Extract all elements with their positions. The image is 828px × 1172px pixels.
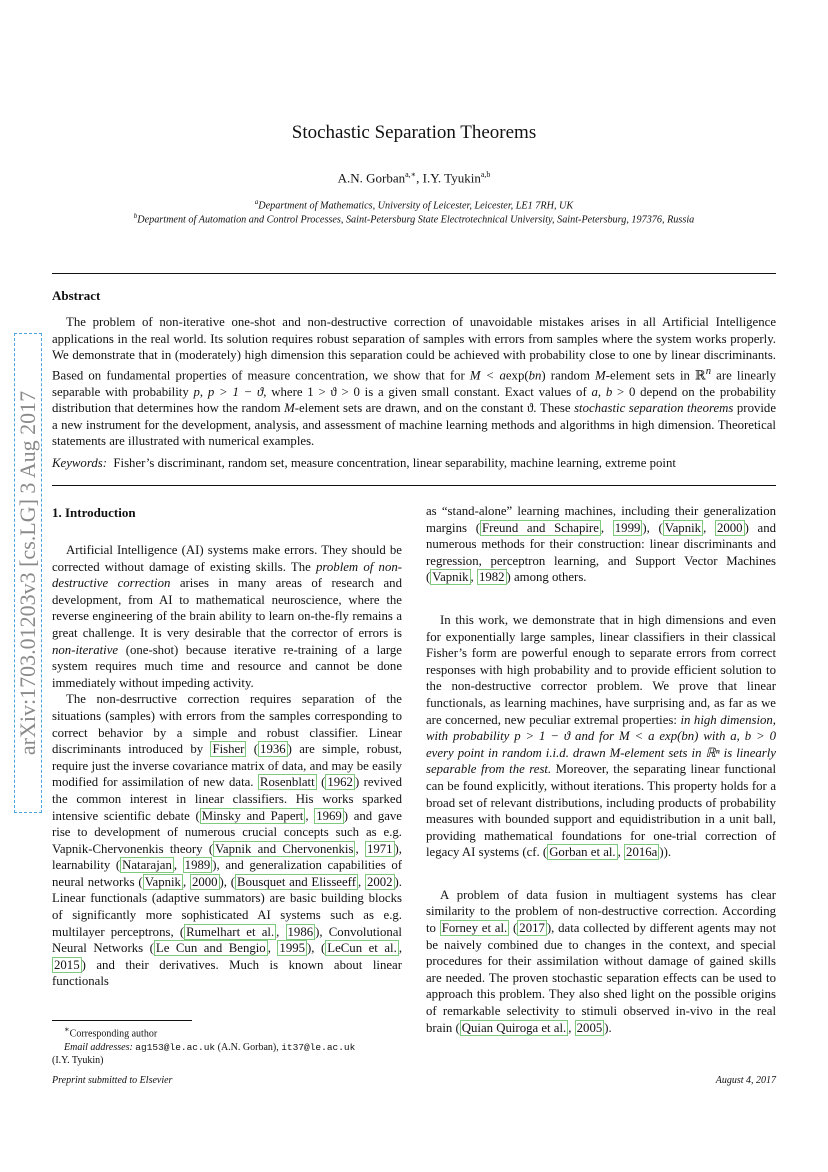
abstract-body [52,314,776,450]
text-run: -element sets in ℝ [605,368,706,383]
email-owner: (A.N. Gorban), [215,1041,282,1053]
right-column [426,503,776,1036]
section-heading: 1. Introduction [52,505,136,520]
math: n [705,365,712,377]
citation-link[interactable]: 2016a [626,845,658,860]
math: p > 1 − ϑ [207,384,264,399]
citation-link[interactable]: Vapnik [432,570,469,585]
citation-link[interactable]: 2015 [54,957,80,972]
text-run: , [199,384,208,399]
author-affiliation-mark: a,∗ [405,170,417,179]
emphasis: non-iterative [52,642,119,657]
citation-link[interactable]: Forney et al. [441,921,508,936]
citation-link[interactable]: 1999 [614,520,641,535]
paper-title: Stochastic Separation Theorems [291,122,537,143]
text-run: In this work, we demonstrate that in high dimensions and even for exponentially large samples, linear classifiers in their classical Fisher’s form are powerful enough to separate errors from correct responses with high probability and to provide efficient solution to the non-destructive corrector problem. We prove that linear functionals, as learning machines, have surprising and, as far as we are concerned, new peculiar extremal properties: [426,612,776,727]
footnote-corresponding [52,1023,402,1041]
text-run: , [568,1020,575,1035]
citation-link[interactable]: Quian Quiroga et al. [461,1020,567,1035]
paragraph [52,542,402,691]
text-run: are linearly separable with probability [52,368,776,399]
text-run: Artificial Intelligence (AI) systems make errors. They should be corrected without damage of existing skills. The [52,543,402,574]
text-run: ), and generalization capabilities of neural networks ( [52,858,402,889]
arxiv-stamp[interactable]: arXiv:1703.01203v3 [cs.LG] 3 Aug 2017 [15,390,40,756]
paragraph [426,503,776,586]
text-run: , [357,874,365,889]
text-run: ) and their derivatives. Much is known about linear functionals [52,957,402,989]
text-run: ( [509,921,518,936]
email-owner: (I.Y. Tyukin) [52,1055,104,1067]
citation-link[interactable]: Natarajan [122,858,172,873]
footer-preprint: Preprint submitted to Elsevier [52,1075,173,1086]
author-name: I.Y. Tyukin [422,170,481,186]
text-run: ). [604,1020,612,1035]
citation-link[interactable]: Le Cun and Bengio [155,941,266,956]
footnote-text: Corresponding author [69,1028,158,1040]
citation-link[interactable]: Rosenblatt [259,775,315,790]
text-run: ( [316,775,326,790]
math: M [595,368,606,383]
affiliation-text: Department of Mathematics, University of Leicester, Leicester, LE1 7RH, UK [258,200,574,212]
citation-link[interactable]: Freund and Schapire [481,520,599,535]
text-run: The problem of non-iterative one-shot and non-destructive correction of unavoidable mistakes arises in all Artificial Intelligence applications in the real world. Its solution requires robust separation of samples with errors from samples where the system works properly. We demonstrate that in (moderately) high dimension this separation could be achieved with probability close to one by linear discriminants. Based on fundamental properties of measure concentration, we show that for [52,315,776,383]
text-run: ), Convolutional Neural Networks ( [52,924,402,956]
text-run: , [703,520,715,535]
text-run: ), data collected by different agents may not be naively combined due to changes in the context, and special procedures for their assimilation without damage of gained skills are needed. The proven stochastic separation effects can be used to approach this problem. They also shed light on the possible origins of remarkable selectivity to stimuli observed in-vivo in the real brain ( [426,921,777,1035]
footnote-rule [52,1020,192,1021]
citation-link[interactable]: 1986 [287,924,314,939]
text-run: ) and numerous methods for their construction: linear discriminants and regression, perceptron learning, and Support Vector Machines ( [426,520,776,585]
paragraph [426,887,776,1036]
citation-link[interactable]: Gorban et al. [549,845,616,860]
text-run: ) random [541,368,596,383]
affiliation-a [0,198,828,211]
citation-link[interactable]: 2002 [366,874,393,889]
math: bn [528,368,542,383]
top-rule [52,273,776,274]
email-address[interactable]: ag153@le.ac.uk [135,1041,216,1053]
citation-link[interactable]: Vapnik [664,520,702,535]
text-run: ), learnability ( [52,841,402,873]
citation-link[interactable]: Minsky and Papert [201,808,304,823]
keywords [52,456,776,471]
emphasis: in high dimension, with probability p > 1 − ϑ and for M < a exp(bn) with a, b > 0 every point in random i.i.d. drawn M-element sets in ℝⁿ is linearly separable from the rest. [426,712,776,777]
text-run: ) among others. [506,570,587,585]
email-label: Email addresses: [64,1041,133,1053]
text-run: Moreover, the separating linear functional can be found explicitly, without iterations. This property holds for a broad set of relevant distributions, including products of probability measures with bounded support and equidistribution in a unit ball, providing mathematical foundations for one-trial correction of legacy AI systems (cf. ( [426,762,776,860]
keywords-text: Fisher’s discriminant, random set, measure concentration, linear separability, machine learning, extreme point [113,456,676,470]
citation-link[interactable]: 2017 [519,921,545,936]
text-run: as “stand-alone” learning machines, including their generalization margins ( [426,504,776,535]
text-run: ) revived the common interest in linear classifiers. His works sparked intensive scientific debate ( [52,775,402,823]
text-run: > 0 depend on the probability distribution that determines how the random [52,384,776,416]
text-run: , [355,841,365,856]
citation-link[interactable]: Fisher [212,742,245,757]
keywords-label: Keywords: [52,456,107,470]
abstract-heading: Abstract [52,288,101,303]
citation-link[interactable]: 1962 [327,775,353,790]
abstract-paragraph [52,314,776,450]
affiliation-mark: a [254,198,259,206]
author-affiliation-mark: a,b [480,170,491,179]
math: exp( [505,368,529,383]
text-run: arises in many areas of research and development, from AI to mathematical neuroscience, where the reverse engineering of the brain ability to learn on-the-fly remains a great challenge. It is very desirable that the corrector of errors is [52,576,402,640]
left-column [52,542,402,990]
citation-link[interactable]: 1989 [184,858,211,873]
text-run: A problem of data fusion in multiagent systems has clear similarity to the problem of non-destructive correction. According to [426,887,776,936]
text-run: , [600,520,613,535]
text-run: , [305,808,315,823]
email-address[interactable]: it37@le.ac.uk [281,1041,356,1053]
text-run: (one-shot) because iterative re-training of a large system requires much time and resource and cannot be done immediately without impeding activity. [52,642,402,690]
text-run: ( [246,742,259,757]
citation-link[interactable]: 1995 [279,941,306,956]
bottom-rule [52,485,776,486]
citation-link[interactable]: 2005 [576,1020,603,1035]
math: a, b [591,384,613,399]
citation-link[interactable]: 2000 [191,874,218,889]
text-run: , [267,941,278,956]
math: M [284,401,295,416]
text-run: -element sets are drawn, and on the constant ϑ. These [294,401,575,416]
affiliation-text: Department of Automation and Control Processes, Saint-Petersburg State Electrotechnical University, Saint-Petersburg, 197376, Russia [137,214,695,226]
text-run: ), ( [642,520,663,535]
emphasis: problem of non-destructive correction [52,559,402,591]
text-run: , where 1 > ϑ > 0 is a given small constant. Exact values of [263,384,592,399]
paragraph [426,612,776,861]
text-run: , [182,874,190,889]
text-run: , [470,570,477,585]
affiliation-b [0,212,828,225]
text-run: , [398,941,403,956]
text-run: , [276,924,286,939]
citation-link[interactable]: 1971 [366,841,393,856]
author-list [0,170,828,186]
paragraph [52,691,402,990]
citation-link[interactable]: 2000 [716,520,743,535]
citation-link[interactable]: 1969 [316,808,342,823]
citation-link[interactable]: Vapnik and Chervonenkis [215,841,354,856]
text-run: , [617,845,625,860]
citation-link[interactable]: Vapnik [144,874,181,889]
author-separator: , [416,170,423,186]
text-run: The non-desrructive correction requires separation of the situations (samples) with errors from the samples corresponding to correct behavior by a simple and robust classifier. Linear discriminants introduced by [52,692,402,757]
math: p [193,384,200,399]
math: M < a [469,368,506,383]
author-name: A.N. Gorban [337,170,406,186]
citation-link[interactable]: Bousquet and Elisseeff [237,874,356,889]
footer-date: August 4, 2017 [715,1075,776,1086]
text-run: provide a new instrument for the development, analysis, and assessment of machine learning methods and algorithms in high dimension. Theoretical statements are illustrated with numerical examples. [52,401,777,449]
text-run: ), ( [219,874,236,889]
citation-link[interactable]: LeCun et al. [327,941,397,956]
text-run: ) and gave rise to development of numerous crucial concepts such as e.g. Vapnik-Chervonenkis theory ( [52,808,402,856]
citation-link[interactable]: 1982 [478,570,505,585]
citation-link[interactable]: 1936 [260,742,286,757]
emphasis: stochastic separation theorems [574,401,734,416]
citation-link[interactable]: Rumelhart et al. [186,924,275,939]
affiliation-mark: b [133,212,138,220]
text-run: ). Linear functionals (adaptive summators) are basic building blocks of significantly more sophisticated AI systems such as e.g. multilayer perceptrons, ( [52,874,402,939]
text-run: )). [659,845,672,860]
footnote-emails [52,1041,402,1055]
text-run: , [173,858,183,873]
text-run: ), ( [307,941,326,956]
text-run: ) are simple, robust, require just the inverse covariance matrix of data, and may be easily modified for assimilation of new data. [52,742,403,790]
footnote [52,1023,402,1068]
footnote-mark: ∗ [64,1025,70,1034]
